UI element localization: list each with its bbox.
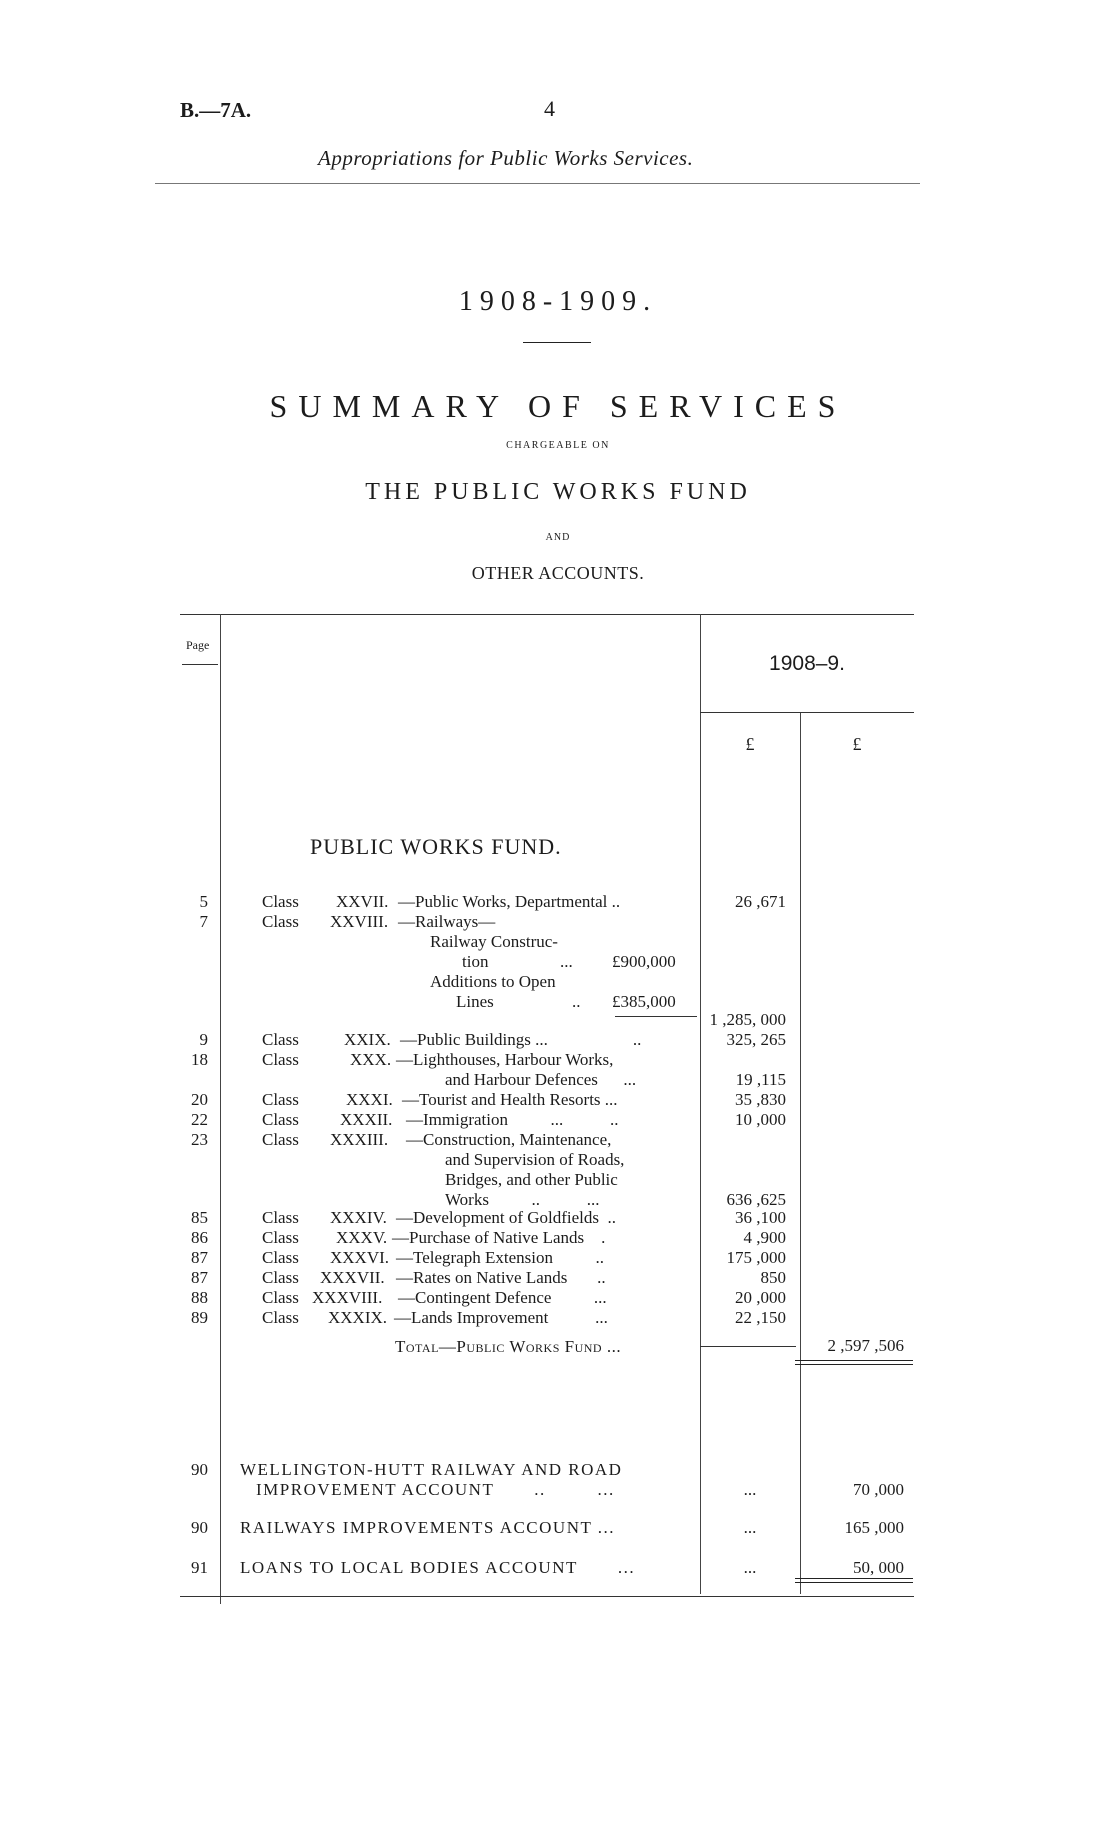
row-page: 7	[199, 912, 208, 931]
row-class-number: XXXIX.	[328, 1308, 388, 1327]
account-amount: 165 ,000	[844, 1518, 904, 1537]
page-header-rule	[182, 664, 218, 665]
row-description: Bridges, and other Public	[445, 1170, 618, 1189]
table-top-rule	[180, 614, 914, 615]
row-page: 9	[199, 1030, 208, 1049]
header-rule	[155, 183, 920, 184]
row-class: Class	[262, 1110, 299, 1129]
row-page: 89	[191, 1308, 208, 1327]
row-amount: 22 ,150	[735, 1308, 786, 1327]
and-label: AND	[545, 532, 571, 543]
account-column-1: ...	[743, 1558, 757, 1577]
total-amount: 2 ,597 ,506	[827, 1336, 904, 1355]
row-class-number: XXVII.	[336, 892, 389, 911]
railways-subtotal-rule	[615, 1016, 697, 1017]
row-description: and Harbour Defences ...	[445, 1070, 637, 1089]
row-class: Class	[262, 912, 299, 931]
accounts-double-rule-2	[795, 1582, 913, 1583]
row-class: Class	[262, 1248, 299, 1267]
currency-header-1: £	[745, 734, 755, 754]
row-class: Class	[262, 1228, 299, 1247]
row-class: Class	[262, 1090, 299, 1109]
year-title: 1908-1909.	[458, 286, 658, 317]
account-column-1: ...	[743, 1518, 757, 1537]
row-description: —Public Buildings ... ..	[400, 1030, 642, 1049]
account-column-1: ...	[743, 1480, 757, 1499]
chargeable-on: CHARGEABLE ON	[506, 440, 610, 451]
total-double-rule-1	[795, 1360, 913, 1361]
row-class-number: XXXIV.	[330, 1208, 387, 1227]
summary-title: SUMMARY OF SERVICES	[269, 388, 847, 424]
row-page: 85	[191, 1208, 208, 1227]
row-class-number: XXXV.	[336, 1228, 388, 1247]
total-rule-left	[700, 1346, 796, 1347]
row-amount: 10 ,000	[735, 1110, 786, 1129]
total-label: Total—Public Works Fund ...	[395, 1337, 622, 1356]
row-description: and Supervision of Roads,	[445, 1150, 625, 1169]
row-page: 87	[191, 1268, 208, 1287]
row-page: 88	[191, 1288, 208, 1307]
row-page: 22	[191, 1110, 208, 1129]
accounts-double-rule-1	[795, 1578, 913, 1579]
row-amount: 36 ,100	[735, 1208, 786, 1227]
railways-subtotal: 1 ,285, 000	[709, 1010, 786, 1029]
row-amount: 325, 265	[726, 1030, 786, 1049]
row-class: Class	[262, 1268, 299, 1287]
railway-construction: Railway Construc-	[430, 932, 558, 951]
row-page: 18	[191, 1050, 208, 1069]
page-column-rule	[220, 614, 221, 1604]
row-description: —Rates on Native Lands ..	[396, 1268, 606, 1287]
row-class-number: XXXII.	[340, 1110, 393, 1129]
year-header-rule	[700, 712, 914, 713]
row-description: —Public Works, Departmental ..	[398, 892, 621, 911]
row-description: —Lands Improvement ...	[394, 1308, 608, 1327]
row-description: —Tourist and Health Resorts ...	[402, 1090, 618, 1109]
row-class-number: XXXVIII.	[312, 1288, 383, 1307]
additions-open-lines: Additions to Open	[430, 972, 556, 991]
row-description: —Purchase of Native Lands .	[392, 1228, 606, 1247]
row-description: —Immigration ... ..	[406, 1110, 619, 1129]
row-amount: 19 ,115	[735, 1070, 786, 1089]
total-double-rule-2	[795, 1364, 913, 1365]
row-description: —Contingent Defence ...	[398, 1288, 607, 1307]
row-class-number: XXX.	[350, 1050, 392, 1069]
row-class-number: XXXVII.	[320, 1268, 385, 1287]
running-title: Appropriations for Public Works Services.	[318, 146, 694, 170]
row-page: 87	[191, 1248, 208, 1267]
page-column-header: Page	[186, 638, 210, 652]
section-title: PUBLIC WORKS FUND.	[310, 834, 562, 859]
page-number: 4	[544, 96, 555, 121]
row-page: 5	[199, 892, 208, 911]
other-accounts: OTHER ACCOUNTS.	[471, 563, 645, 583]
row-class-number: XXIX.	[344, 1030, 391, 1049]
row-class-number: XXXI.	[346, 1090, 393, 1109]
account-page: 90	[191, 1518, 208, 1537]
doc-reference: B.—7A.	[180, 98, 252, 122]
table-bottom-rule	[180, 1596, 914, 1597]
row-amount: 175 ,000	[726, 1248, 786, 1267]
row-amount: 20 ,000	[735, 1288, 786, 1307]
account-label-continued: IMPROVEMENT ACCOUNT .. ...	[256, 1480, 615, 1499]
year-rule	[523, 342, 591, 343]
row-description: —Lighthouses, Harbour Works,	[396, 1050, 614, 1069]
row-class: Class	[262, 1308, 299, 1327]
row-description: —Development of Goldfields ..	[396, 1208, 617, 1227]
additions-open-lines-line: Lines .. £385,000	[456, 992, 676, 1011]
row-class: Class	[262, 1208, 299, 1227]
row-description: —Construction, Maintenance,	[406, 1130, 612, 1149]
row-amount: 26 ,671	[735, 892, 786, 911]
row-class: Class	[262, 1030, 299, 1049]
row-class-number: XXVIII.	[330, 912, 389, 931]
account-label: WELLINGTON-HUTT RAILWAY AND ROAD	[240, 1460, 623, 1479]
account-amount: 70 ,000	[853, 1480, 904, 1499]
row-amount: 35 ,830	[735, 1090, 786, 1109]
row-class: Class	[262, 1050, 299, 1069]
row-class: Class	[262, 892, 299, 911]
row-page: 23	[191, 1130, 208, 1149]
row-class-number: XXXIII.	[330, 1130, 389, 1149]
fund-title: THE PUBLIC WORKS FUND	[365, 479, 751, 505]
row-class: Class	[262, 1288, 299, 1307]
row-amount: 636 ,625	[726, 1190, 786, 1209]
row-amount: 850	[760, 1268, 786, 1287]
row-description: —Telegraph Extension ..	[396, 1248, 604, 1267]
account-label: RAILWAYS IMPROVEMENTS ACCOUNT ...	[240, 1518, 616, 1537]
row-page: 86	[191, 1228, 208, 1247]
row-description: Works .. ...	[445, 1190, 600, 1209]
row-page: 20	[191, 1090, 208, 1109]
railway-construction-line: tion ... £900,000	[462, 952, 676, 971]
account-amount: 50, 000	[853, 1558, 904, 1577]
year-column-header: 1908–9.	[769, 652, 845, 675]
currency-header-2: £	[852, 734, 862, 754]
account-label: LOANS TO LOCAL BODIES ACCOUNT ...	[240, 1558, 636, 1577]
row-amount: 4 ,900	[743, 1228, 786, 1247]
row-class: Class	[262, 1130, 299, 1149]
amount-column-rule	[800, 712, 801, 1594]
account-page: 90	[191, 1460, 208, 1479]
account-page: 91	[191, 1558, 208, 1577]
row-description: —Railways—	[398, 912, 496, 931]
row-class-number: XXXVI.	[330, 1248, 390, 1267]
